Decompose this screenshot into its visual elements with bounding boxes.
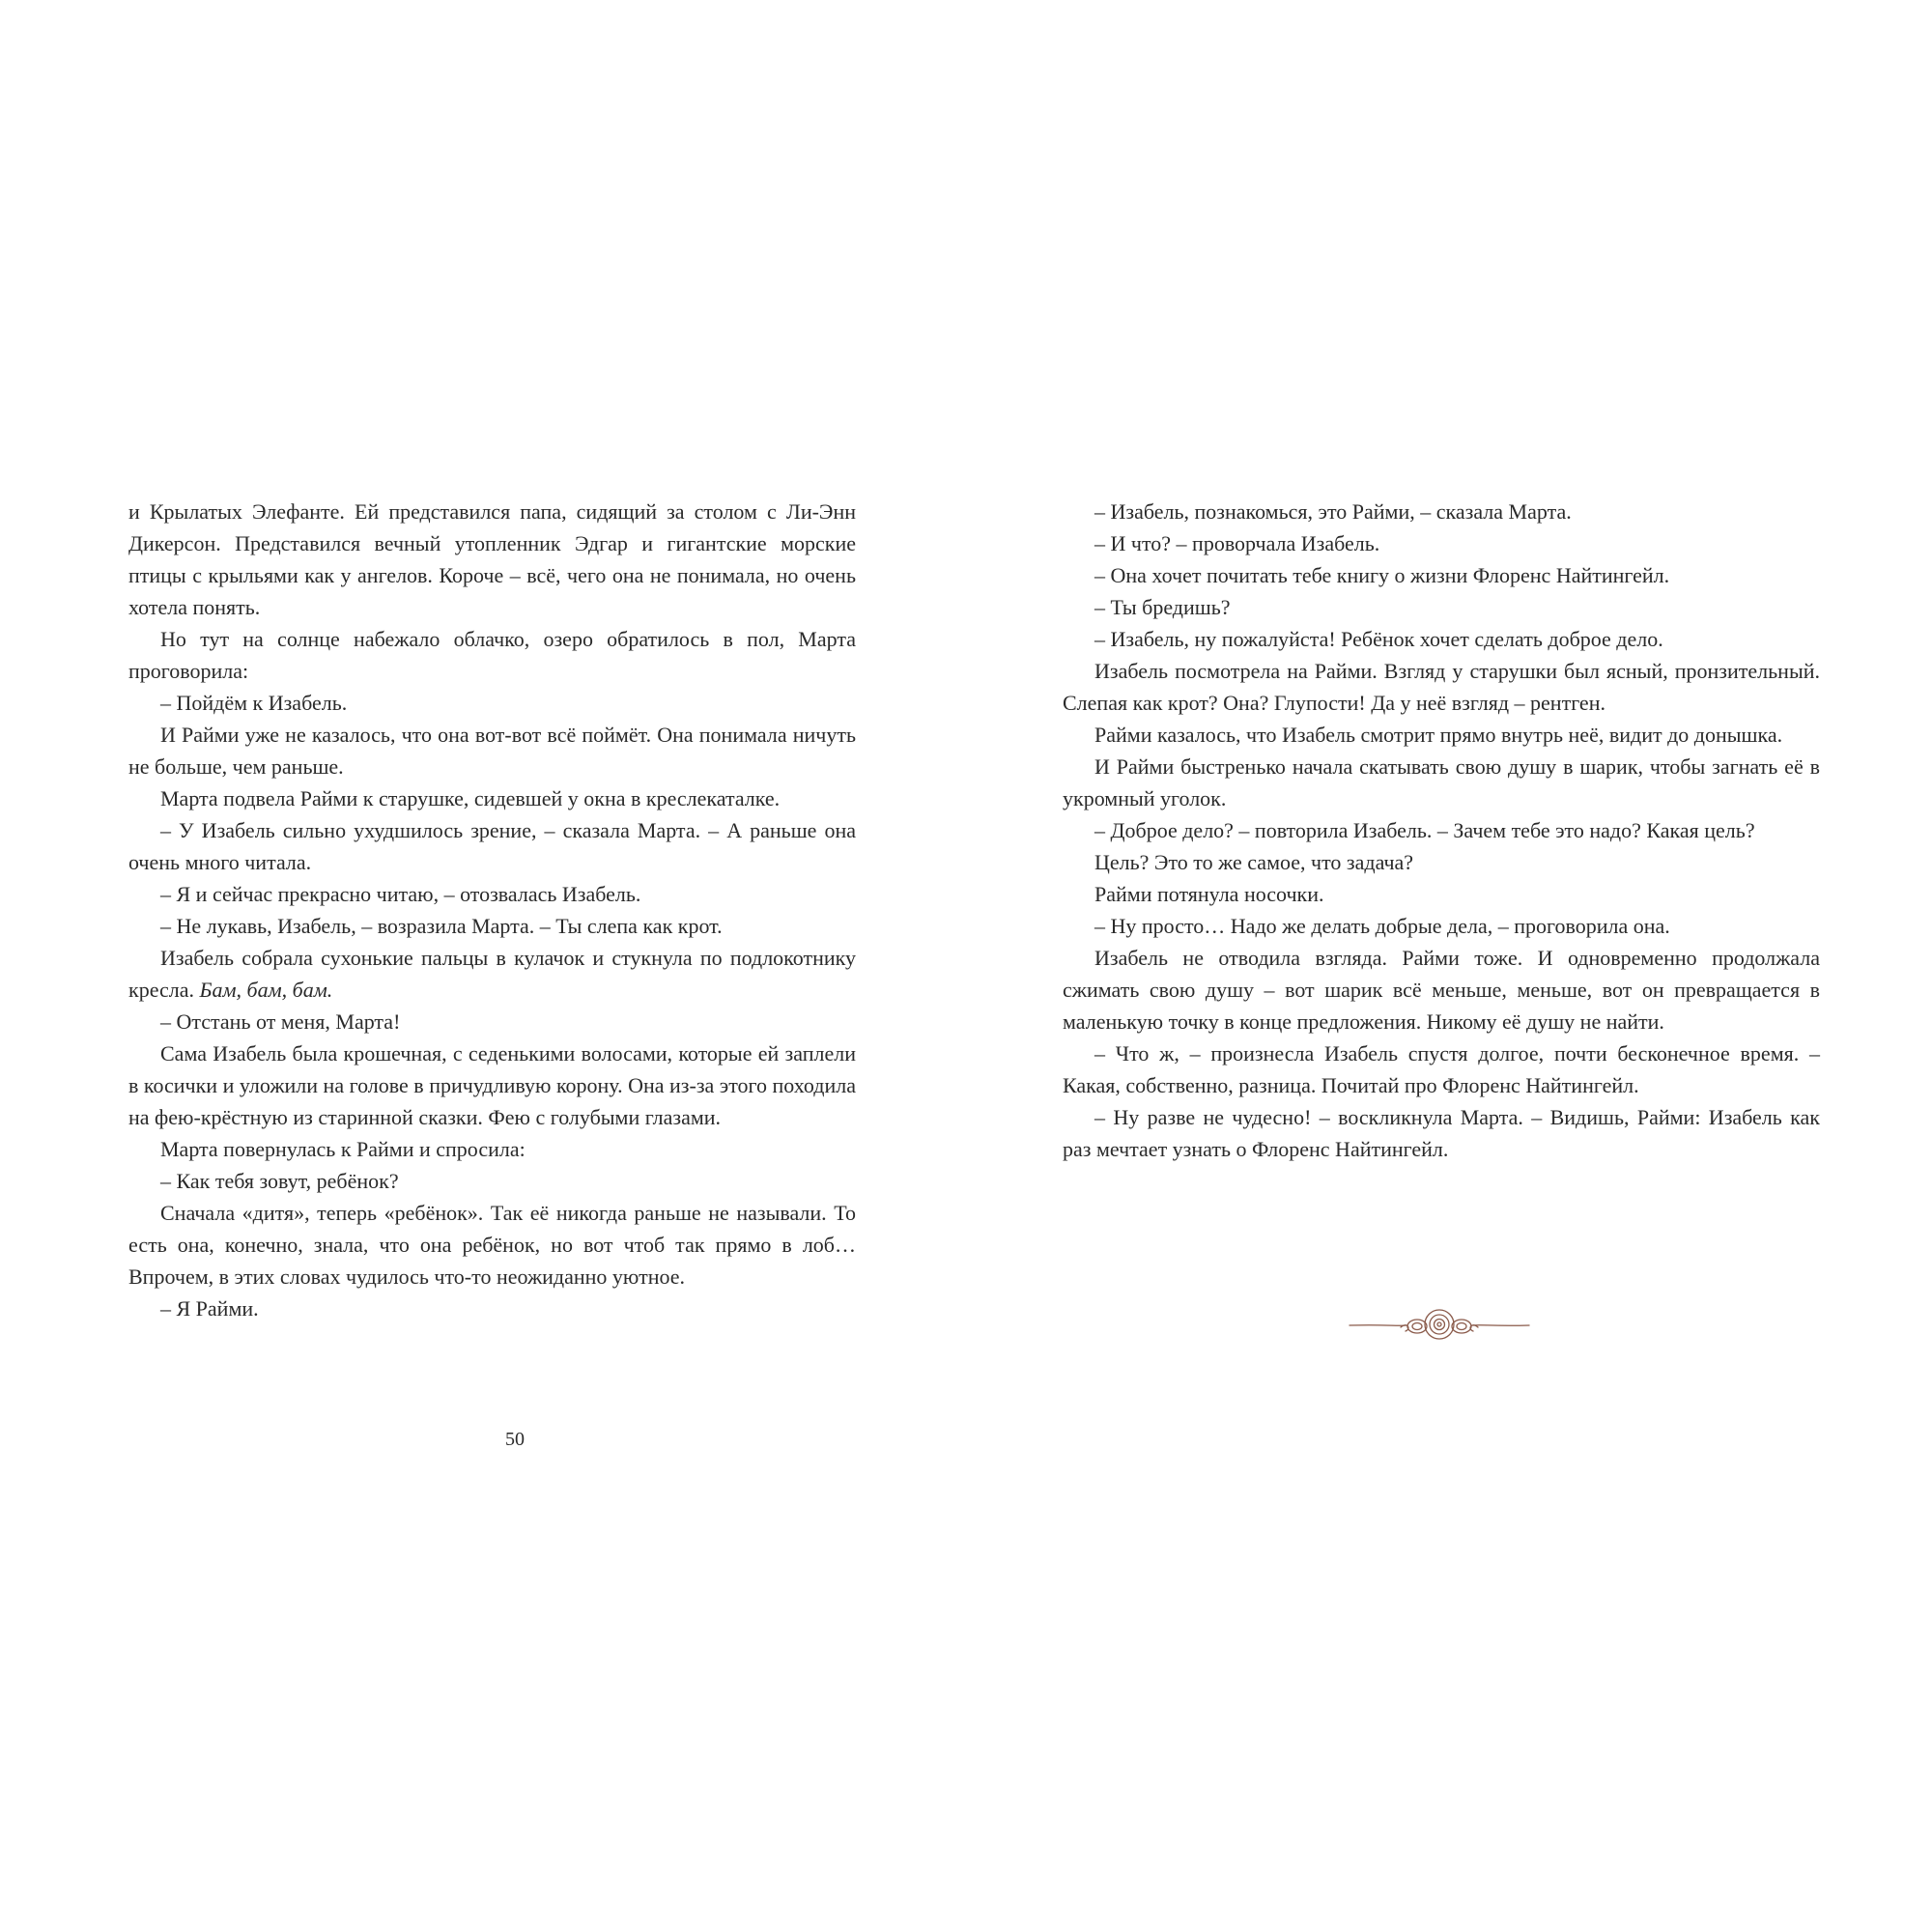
paragraph: Райми казалось, что Изабель смотрит прямо внутрь неё, видит до донышка. (1094, 723, 1783, 747)
paragraph: Марта подвела Райми к старушке, сидевшей у окна в креслекаталке. (160, 786, 781, 810)
paragraph: – Как тебя зовут, ребёнок? (160, 1169, 399, 1193)
swirl-divider-icon (1348, 1306, 1531, 1345)
paragraph: – Изабель, познакомься, это Райми, – сказала Марта. (1094, 499, 1572, 524)
paragraph: – Пойдём к Изабель. (160, 691, 348, 715)
paragraph-with-italic (128, 942, 856, 1006)
paragraph: Сначала «дитя», теперь «ребёнок». Так её никогда раньше не называли. То есть она, конечно, знала, что она ребёнок, но вот чтоб так прямо в лоб… Впрочем, в этих словах чудилось что-то неожиданно уютное. (128, 1201, 856, 1289)
paragraph: – Я и сейчас прекрасно читаю, – отозвалась Изабель. (160, 882, 641, 906)
paragraph: – Ты бредишь? (1094, 595, 1231, 619)
paragraph: Сама Изабель была крошечная, с седенькими волосами, которые ей заплели в косички и уложили на голове в причудливую корону. Она из-за этого походила на фею-крёстную из старинной сказки. Фею с голубыми глазами. (128, 1041, 856, 1129)
paragraph: – Изабель, ну пожалуйста! Ребёнок хочет сделать доброе дело. (1094, 627, 1663, 651)
paragraph: – Ну разве не чудесно! – воскликнула Марта. – Видишь, Райми: Изабель как раз мечтает узнать о Флоренс Найтингейл. (1063, 1105, 1820, 1161)
paragraph: Изабель посмотрела на Райми. Взгляд у старушки был ясный, пронзительный. Слепая как крот? Она? Глупости! Да у неё взгляд – рентген. (1063, 659, 1820, 715)
paragraph: – Я Райми. (160, 1296, 259, 1321)
paragraph: – Она хочет почитать тебе книгу о жизни Флоренс Найтингейл. (1094, 563, 1670, 587)
paragraph: И Райми быстренько начала скатывать свою душу в шарик, чтобы загнать её в укромный уголок. (1063, 754, 1820, 810)
italic-sound-text: Бам, бам, бам. (199, 978, 333, 1002)
paragraph: – Отстань от меня, Марта! (160, 1009, 401, 1034)
paragraph: И Райми уже не казалось, что она вот-вот всё поймёт. Она понимала ничуть не больше, чем раньше. (128, 723, 856, 779)
paragraph: – У Изабель сильно ухудшилось зрение, – сказала Марта. – А раньше она очень много читала. (128, 818, 856, 874)
paragraph: Цель? Это то же самое, что задача? (1094, 850, 1414, 874)
paragraph: Марта повернулась к Райми и спросила: (160, 1137, 526, 1161)
paragraph: – Ну просто… Надо же делать добрые дела, – проговорила она. (1094, 914, 1670, 938)
right-page (1063, 496, 1820, 1165)
paragraph: Изабель не отводила взгляда. Райми тоже. И одновременно продолжала сжимать свою душу – вот шарик всё меньше, меньше, вот он превращается в маленькую точку в конце предложения. Никому её душу не найти. (1063, 946, 1820, 1034)
paragraph: – И что? – проворчала Изабель. (1094, 531, 1380, 555)
paragraph: Райми потянула носочки. (1094, 882, 1324, 906)
paragraph: – Что ж, – произнесла Изабель спустя долгое, почти бесконечное время. – Какая, собственно, разница. Почитай про Флоренс Найтингейл. (1063, 1041, 1820, 1097)
paragraph: – Доброе дело? – повторила Изабель. – Зачем тебе это надо? Какая цель? (1094, 818, 1755, 842)
paragraph-text: Изабель собрала сухонькие пальцы в кулачок и стукнула по подлокотнику кресла. (128, 946, 856, 1002)
page-number: 50 (505, 1429, 525, 1450)
left-page (128, 496, 856, 1324)
paragraph: Но тут на солнце набежало облачко, озеро обратилось в пол, Марта проговорила: (128, 627, 856, 683)
paragraph: – Не лукавь, Изабель, – возразила Марта. – Ты слепа как крот. (160, 914, 723, 938)
paragraph: и Крылатых Элефанте. Ей представился папа, сидящий за столом с Ли-Энн Дикерсон. Представился вечный утопленник Эдгар и гигантские морские птицы с крыльями как у ангелов. Короче – всё, чего она не понимала, но очень хотела понять. (128, 499, 856, 619)
